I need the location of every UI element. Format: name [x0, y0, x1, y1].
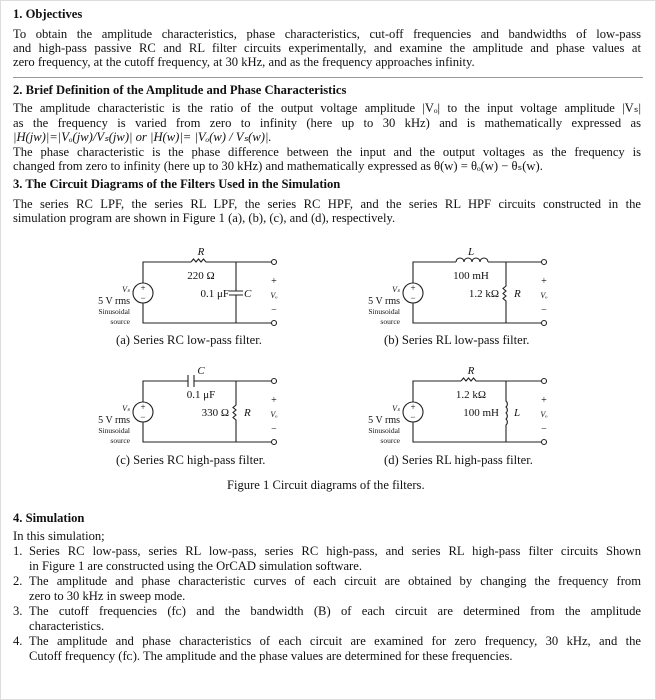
shunt-value: 330 Ω: [201, 407, 229, 419]
list-item-line: The amplitude and phase characteristics of each circuit are examined for zero frequency, 30 kHz, and the: [29, 634, 641, 648]
source-type: Sinusoidal: [98, 307, 130, 316]
output-terminal: [542, 379, 547, 384]
list-number: 3.: [13, 604, 23, 618]
section-1-heading: 1. Objectives: [13, 7, 83, 21]
inductor-symbol: [456, 258, 488, 262]
source-minus: −: [410, 412, 416, 422]
series-symbol: C: [197, 365, 205, 377]
source-minus: −: [140, 412, 146, 422]
source-label: Vₛ: [392, 285, 400, 294]
capacitor-symbol: [229, 262, 243, 323]
output-plus: +: [541, 395, 547, 406]
paragraph-line: In this simulation;: [13, 529, 105, 543]
source-plus: +: [410, 402, 416, 412]
section-4-heading: 4. Simulation: [13, 511, 85, 525]
formula-line: |H(jw)|=|Vₒ(jw)/Vₛ(jw)| or |H(w)|= |Vₒ(w) / Vₛ(w)|.: [13, 130, 272, 144]
output-plus: +: [541, 276, 547, 287]
paragraph-line: To obtain the amplitude characteristics, phase characteristics, cut-off frequencies and bandwidths of low-pass: [13, 27, 641, 41]
paragraph-line: simulation program are shown in Figure 1 (a), (b), (c), and (d), respectively.: [13, 211, 396, 225]
source-plus: +: [140, 402, 146, 412]
output-terminal: [272, 321, 277, 326]
source-amplitude: 5 V rms: [368, 296, 400, 307]
series-value: 220 Ω: [187, 270, 215, 282]
source-label: Vₛ: [122, 285, 130, 294]
paragraph-line: changed from zero to infinity (here up to 30 kHz) and mathematically expressed as θ(w) = θₒ(w) − θₛ(w).: [13, 159, 543, 173]
section-2-heading: 2. Brief Definition of the Amplitude and Phase Characteristics: [13, 83, 347, 97]
caption-c: (c) Series RC high-pass filter.: [116, 453, 266, 467]
source-amplitude: 5 V rms: [368, 415, 400, 426]
list-number: 2.: [13, 574, 23, 588]
paragraph-line: The phase characteristic is the phase difference between the input and the output voltages as the frequency is: [13, 145, 641, 159]
output-terminal: [272, 379, 277, 384]
output-minus: −: [541, 305, 547, 316]
source-type: source: [380, 436, 400, 445]
caption-a: (a) Series RC low-pass filter.: [116, 333, 262, 347]
list-item-line: in Figure 1 are constructed using the OrCAD simulation software.: [29, 559, 362, 573]
list-item-line: The amplitude and phase characteristic curves of each circuit are obtained by changing the frequency from: [29, 574, 641, 588]
source-type: source: [380, 317, 400, 326]
output-label: Vₒ: [270, 410, 278, 419]
source-amplitude: 5 V rms: [98, 415, 130, 426]
source-type: Sinusoidal: [368, 426, 400, 435]
source-plus: +: [410, 283, 416, 293]
series-value: 100 mH: [453, 270, 489, 282]
circuit-d-rl-highpass: [361, 365, 561, 455]
output-terminal: [542, 440, 547, 445]
list-item-line: characteristics.: [29, 619, 105, 633]
shunt-symbol: R: [244, 407, 251, 419]
output-label: Vₒ: [540, 410, 548, 419]
paragraph-line: as the frequency is varied from zero to infinity (here up to 30 kHz) and is mathematically expressed as: [13, 116, 641, 130]
resistor-symbol: [461, 378, 479, 381]
source-label: Vₛ: [392, 404, 400, 413]
source-label: Vₛ: [122, 404, 130, 413]
resistor-symbol: [191, 259, 209, 262]
list-number: 4.: [13, 634, 23, 648]
list-item-line: zero to 30 kHz in sweep mode.: [29, 589, 186, 603]
circuit-c-rc-highpass: [91, 365, 291, 455]
caption-d: (d) Series RL high-pass filter.: [384, 453, 533, 467]
shunt-value: 1.2 kΩ: [468, 288, 499, 300]
output-plus: +: [271, 276, 277, 287]
source-type: Sinusoidal: [368, 307, 400, 316]
list-item-line: Cutoff frequency (fᴄ). The amplitude and the phase values are determined for these frequencies.: [29, 649, 513, 663]
paragraph-line: zero frequency, at the cutoff frequency, at 30 kHz, and as the frequency approaches infinity.: [13, 55, 475, 69]
resistor-symbol: [503, 262, 506, 323]
list-item-line: Series RC low-pass, series RL low-pass, series RC high-pass, and series RL high-pass filter circuits Shown: [29, 544, 641, 558]
output-terminal: [272, 260, 277, 265]
series-value: 1.2 kΩ: [455, 389, 487, 401]
source-amplitude: 5 V rms: [98, 296, 130, 307]
source-minus: −: [410, 293, 416, 303]
source-type: source: [110, 317, 130, 326]
capacitor-symbol: [188, 375, 194, 387]
section-3-heading: 3. The Circuit Diagrams of the Filters Used in the Simulation: [13, 177, 341, 191]
output-terminal: [542, 260, 547, 265]
output-plus: +: [271, 395, 277, 406]
shunt-symbol: R: [514, 288, 521, 300]
series-symbol: R: [197, 246, 205, 258]
list-item-line: The cutoff frequencies (fᴄ) and the bandwidth (B) of each circuit are determined from the amplitude: [29, 604, 641, 618]
circuit-a-rc-lowpass: [91, 246, 291, 336]
circuit-b-rl-lowpass: [361, 246, 561, 336]
shunt-symbol: L: [514, 407, 521, 419]
series-symbol: L: [467, 246, 475, 258]
output-minus: −: [271, 305, 277, 316]
caption-b: (b) Series RL low-pass filter.: [384, 333, 530, 347]
source-type: Sinusoidal: [98, 426, 130, 435]
paragraph-line: and high-pass passive RC and RL filter circuits experimentally, and examine the amplitude and phase values at: [13, 41, 641, 55]
output-label: Vₒ: [540, 291, 548, 300]
output-terminal: [542, 321, 547, 326]
source-plus: +: [140, 283, 146, 293]
divider: [13, 77, 643, 78]
source-type: source: [110, 436, 130, 445]
list-number: 1.: [13, 544, 23, 558]
output-minus: −: [541, 424, 547, 435]
output-minus: −: [271, 424, 277, 435]
output-label: Vₒ: [270, 291, 278, 300]
shunt-symbol: C: [244, 288, 252, 300]
figure-caption: Figure 1 Circuit diagrams of the filters.: [227, 478, 425, 492]
output-terminal: [272, 440, 277, 445]
inductor-symbol: [506, 381, 507, 442]
series-symbol: R: [467, 365, 475, 377]
shunt-value: 100 mH: [463, 407, 499, 419]
source-minus: −: [140, 293, 146, 303]
series-value: 0.1 μF: [186, 389, 216, 401]
paragraph-line: The amplitude characteristic is the ratio of the output voltage amplitude |Vₒ| to the input voltage amplitude |Vₛ|: [13, 101, 641, 115]
shunt-value: 0.1 μF: [200, 288, 229, 300]
resistor-symbol: [233, 381, 236, 442]
paragraph-line: The series RC LPF, the series RL LPF, the series RC HPF, and the series RL HPF circuits constructed in the: [13, 197, 641, 211]
